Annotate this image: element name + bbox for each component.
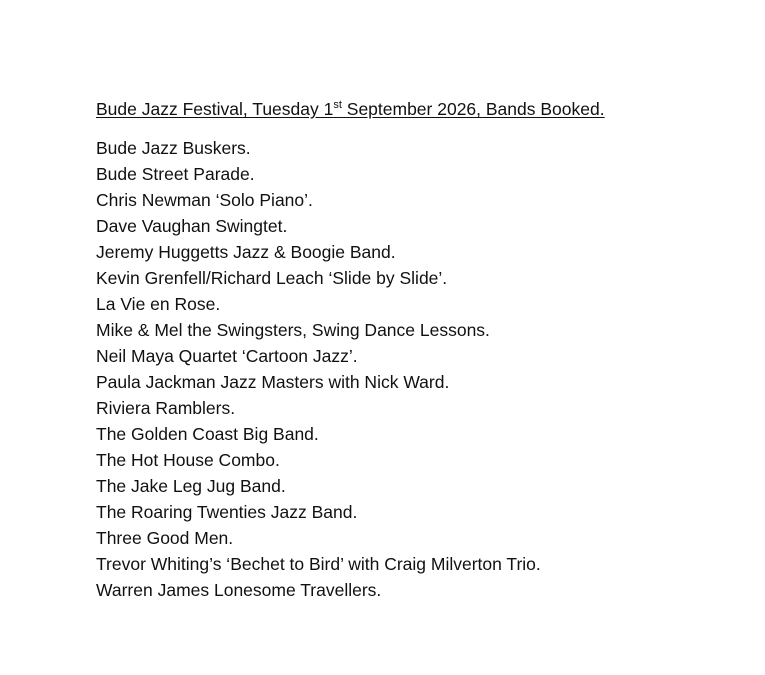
- band-item: Neil Maya Quartet ‘Cartoon Jazz’.: [96, 346, 358, 366]
- band-item: Jeremy Huggetts Jazz & Boogie Band.: [96, 242, 396, 262]
- band-item: The Golden Coast Big Band.: [96, 424, 319, 444]
- band-item: The Hot House Combo.: [96, 450, 280, 470]
- band-item: Riviera Ramblers.: [96, 398, 236, 418]
- band-item: Three Good Men.: [96, 528, 234, 548]
- band-item: Dave Vaughan Swingtet.: [96, 216, 288, 236]
- title-suffix: September 2026, Bands Booked.: [341, 99, 605, 119]
- band-item: Bude Jazz Buskers.: [96, 138, 251, 158]
- band-item: Chris Newman ‘Solo Piano’.: [96, 190, 313, 210]
- document-title: [96, 97, 736, 121]
- band-list: [96, 135, 736, 603]
- title-prefix: Bude Jazz Festival, Tuesday 1: [96, 99, 334, 119]
- band-item: Paula Jackman Jazz Masters with Nick Ward.: [96, 372, 450, 392]
- band-item: La Vie en Rose.: [96, 294, 221, 314]
- band-item: Trevor Whiting’s ‘Bechet to Bird’ with Craig Milverton Trio.: [96, 554, 541, 574]
- document-body: [96, 97, 736, 603]
- band-item: Mike & Mel the Swingsters, Swing Dance Lessons.: [96, 320, 490, 340]
- band-item: The Roaring Twenties Jazz Band.: [96, 502, 358, 522]
- title-superscript: st: [333, 99, 342, 112]
- band-item: The Jake Leg Jug Band.: [96, 476, 286, 496]
- band-item: Warren James Lonesome Travellers.: [96, 580, 382, 600]
- band-item: Kevin Grenfell/Richard Leach ‘Slide by Slide’.: [96, 268, 448, 288]
- band-item: Bude Street Parade.: [96, 164, 255, 184]
